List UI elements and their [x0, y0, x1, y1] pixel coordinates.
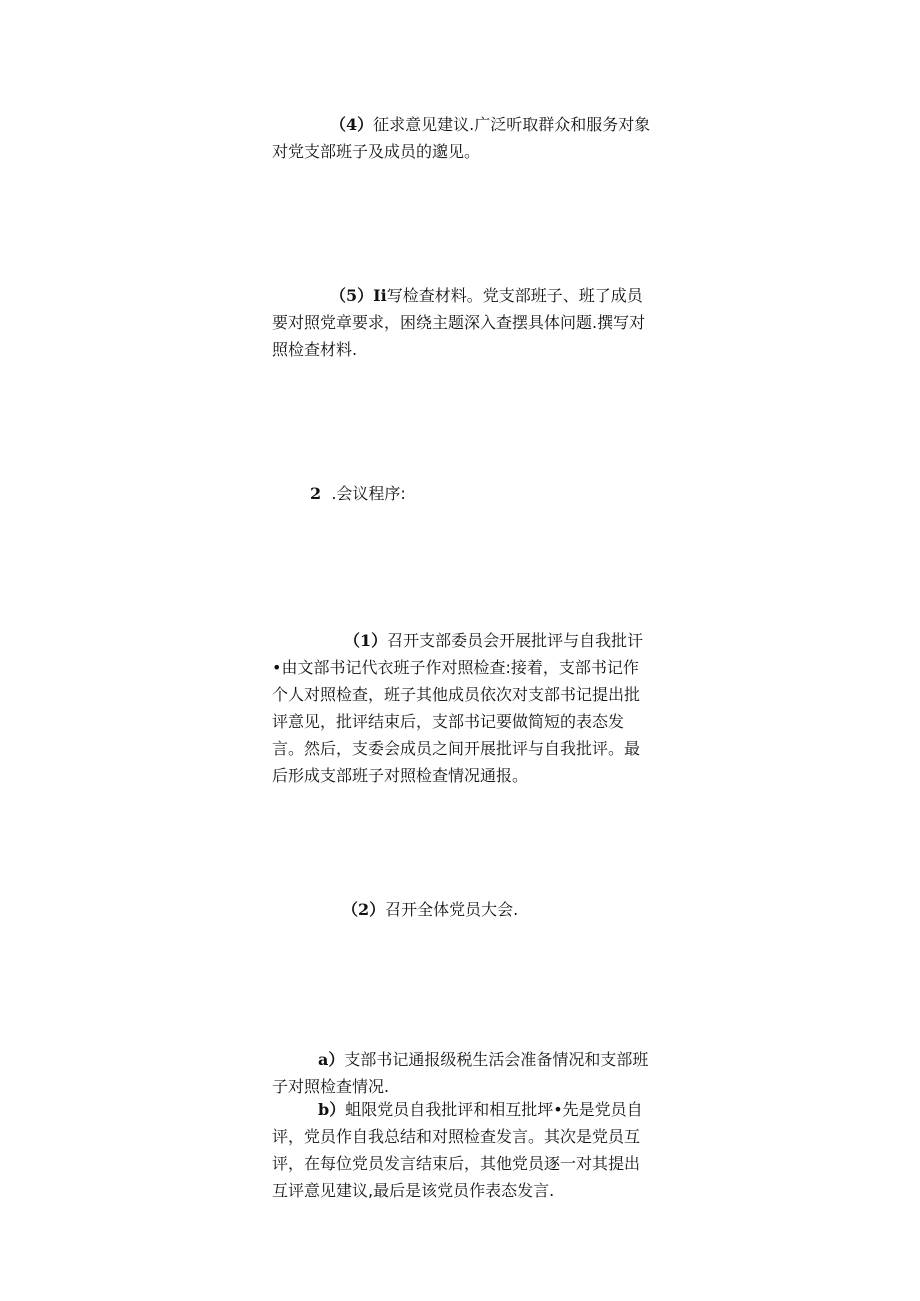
paragraph-text: 征求意见建议.广泛听取群众和服务对象对党支部班子及成员的邈见。: [272, 115, 651, 161]
item-marker: （1）: [344, 631, 388, 650]
paragraph-text: 支部书记通报级税生活会准备情况和支部班子对照检查情况.: [272, 1050, 649, 1096]
paragraph-text: 蛆限党员自我批评和相互批坪•先是党员自评，党员作自我总结和对照检查发言。其次是党员互评，在每位党员发言结束后，其他党员逐一对其提出互评意见建议,最后是该党员作表态发言.: [272, 1100, 643, 1200]
paragraph-sub-a: [272, 1046, 652, 1100]
item-marker: （4）: [330, 115, 374, 134]
item-marker: （2）: [342, 900, 386, 919]
paragraph-text: 召开全体党员大会.: [385, 900, 519, 919]
section-title: .会议程序:: [331, 484, 406, 503]
paragraph-sub-b: [272, 1096, 652, 1204]
paragraph-meeting-1: [272, 627, 652, 789]
paragraph-text: 召开支部委员会开展批评与自我批讦•由文部书记代衣班子作对照检查:接着，支部书记作个人对照检查，班子其他成员依次对支部书记提出批评意见，批评结束后，支部书记要做简短的表态发言。然后，支委会成员之间开展批评与自我批评。最后形成支部班子对照检查情况通报。: [272, 631, 644, 785]
section-number: 2: [310, 484, 322, 503]
paragraph-text: 写检查材料。党支部班子、班了成员要对照党章要求，困绕主题深入查摆具体问题.撰写对照检查材料.: [272, 286, 646, 359]
paragraph-item-5: [272, 282, 652, 363]
item-lead-text: Ii: [373, 286, 387, 305]
item-marker: b）: [318, 1100, 346, 1119]
paragraph-meeting-2: [272, 896, 652, 923]
item-marker: a）: [318, 1050, 345, 1069]
section-heading-meeting-procedure: [272, 480, 652, 507]
paragraph-item-4: [272, 111, 652, 165]
item-marker: （5）: [330, 286, 374, 305]
